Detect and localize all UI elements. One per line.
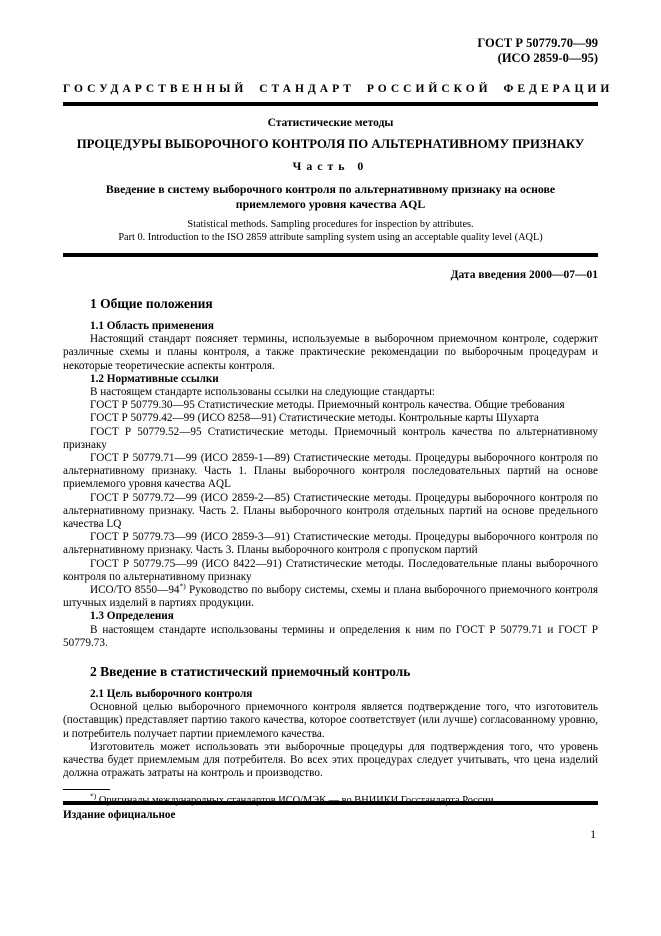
page-number: 1 xyxy=(590,829,596,841)
paragraph-scope: Настоящий стандарт поясняет термины, используемые в выборочном приемочном контроле, содержит различные схемы и планы контроля, а также практические рекомендации по выборочным процедурам и некоторые теоретические аспекты контроля. xyxy=(63,333,598,372)
part-label: Часть 0 xyxy=(292,159,369,173)
part-title: Введение в систему выборочного контроля по альтернативному признаку на основе приемлемого уровня качества AQL xyxy=(105,182,556,211)
section-1-2-heading: 1.2 Нормативные ссылки xyxy=(90,372,219,385)
header-rule xyxy=(63,102,598,106)
footnote-text: Оригиналы международных стандартов ИСО/МЭК — во ВНИИКИ Госстандарта России. xyxy=(96,794,497,806)
footer-rule xyxy=(63,801,598,805)
reference-item: ГОСТ Р 50779.30—95 Статистические методы. Приемочный контроль качества. Общие требования xyxy=(90,399,565,412)
doc-main-title: ПРОЦЕДУРЫ ВЫБОРОЧНОГО КОНТРОЛЯ ПО АЛЬТЕРНАТИВНОМУ ПРИЗНАКУ xyxy=(76,137,585,151)
paragraph-goal-2: Изготовитель может использовать эти выборочные процедуры для подтверждения того, что уровень качества будет приемлемым для потребителя. Во всех этих процедурах следует учитывать, что цена изделий должна отражать затраты на контроль и производство. xyxy=(63,740,598,780)
page-footer xyxy=(63,801,598,841)
section-2-1-heading: 2.1 Цель выборочного контроля xyxy=(90,688,253,701)
reference-item: ГОСТ Р 50779.71—99 (ИСО 2859-1—89) Статистические методы. Процедуры выборочного контроля по альтернативному признаку. Часть 1. Планы выборочного контроля последовательных партий на основе приемлемого уровня качества AQL xyxy=(63,452,598,491)
reference-item: ГОСТ Р 50779.72—99 (ИСО 2859-2—85) Статистические методы. Процедуры выборочного контроля по альтернативному признаку. Часть 2. Планы выборочного контроля отдельных партий на основе предельного качества LQ xyxy=(63,491,598,531)
section-1-1-heading: 1.1 Область применения xyxy=(90,320,214,332)
iso-number: (ИСО 2859-0—95) xyxy=(497,51,598,65)
doc-number-block xyxy=(63,36,598,66)
paragraph-goal-1: Основной целью выборочного приемочного контроля является подтверждение того, что изготовитель (поставщик) представляет партию такого качества, которое соответствует (или лучше) согласованному уровню, и потребитель получает партии приемлемого качества. xyxy=(63,701,598,740)
paragraph-refs-intro: В настоящем стандарте использованы ссылки на следующие стандарты: xyxy=(90,386,435,399)
reference-item: ГОСТ Р 50779.42—99 (ИСО 8258—91) Статистические методы. Контрольные карты Шухарта xyxy=(90,412,539,425)
english-title-line2: Part 0. Introduction to the ISO 2859 attribute sampling system using an acceptable quality level (AQL) xyxy=(118,231,543,243)
doc-category: Статистические методы xyxy=(267,117,394,129)
reference-iso-text: Руководство по выбору системы, схемы и плана выборочного приемочного контроля штучных изделий в партиях продукции. xyxy=(63,584,598,610)
footnote-rule xyxy=(63,789,110,790)
reference-item-iso xyxy=(63,581,598,610)
title-block xyxy=(63,117,598,244)
reference-item: ГОСТ Р 50779.52—95 Статистические методы. Приемочный контроль качества по альтернативному признаку xyxy=(63,425,598,451)
paragraph-definitions: В настоящем стандарте использованы термины и определения к ним по ГОСТ Р 50779.71 и ГОСТ Р 50779.73. xyxy=(63,623,598,649)
section-1-3-heading: 1.3 Определения xyxy=(90,610,174,623)
english-title-line1: Statistical methods. Sampling procedures for inspection by attributes. xyxy=(187,219,474,230)
federation-banner: ГОСУДАРСТВЕННЫЙ СТАНДАРТ РОССИЙСКОЙ ФЕДЕРАЦИИ xyxy=(63,83,614,95)
reference-item: ГОСТ Р 50779.73—99 (ИСО 2859-3—91) Статистические методы. Процедуры выборочного контроля по альтернативному признаку. Часть 3. Планы выборочного контроля с пропуском партий xyxy=(63,531,598,557)
edition-note: Издание официальное xyxy=(63,809,176,821)
title-rule xyxy=(63,253,598,257)
footnote-marker-ref: *) xyxy=(179,581,186,591)
reference-item: ГОСТ Р 50779.75—99 (ИСО 8422—91) Статистические методы. Последовательные планы выборочного контроля по альтернативному признаку xyxy=(63,557,598,583)
effective-date: Дата введения 2000—07—01 xyxy=(450,269,598,281)
footnote-marker: *) xyxy=(90,791,97,801)
reference-iso-number: ИСО/ТО 8550—94 xyxy=(90,584,180,597)
section-1-heading: 1 Общие положения xyxy=(90,296,213,311)
english-title xyxy=(63,219,598,244)
gost-number: ГОСТ Р 50779.70—99 xyxy=(477,36,598,50)
section-2-heading: 2 Введение в статистический приемочный контроль xyxy=(90,664,411,680)
